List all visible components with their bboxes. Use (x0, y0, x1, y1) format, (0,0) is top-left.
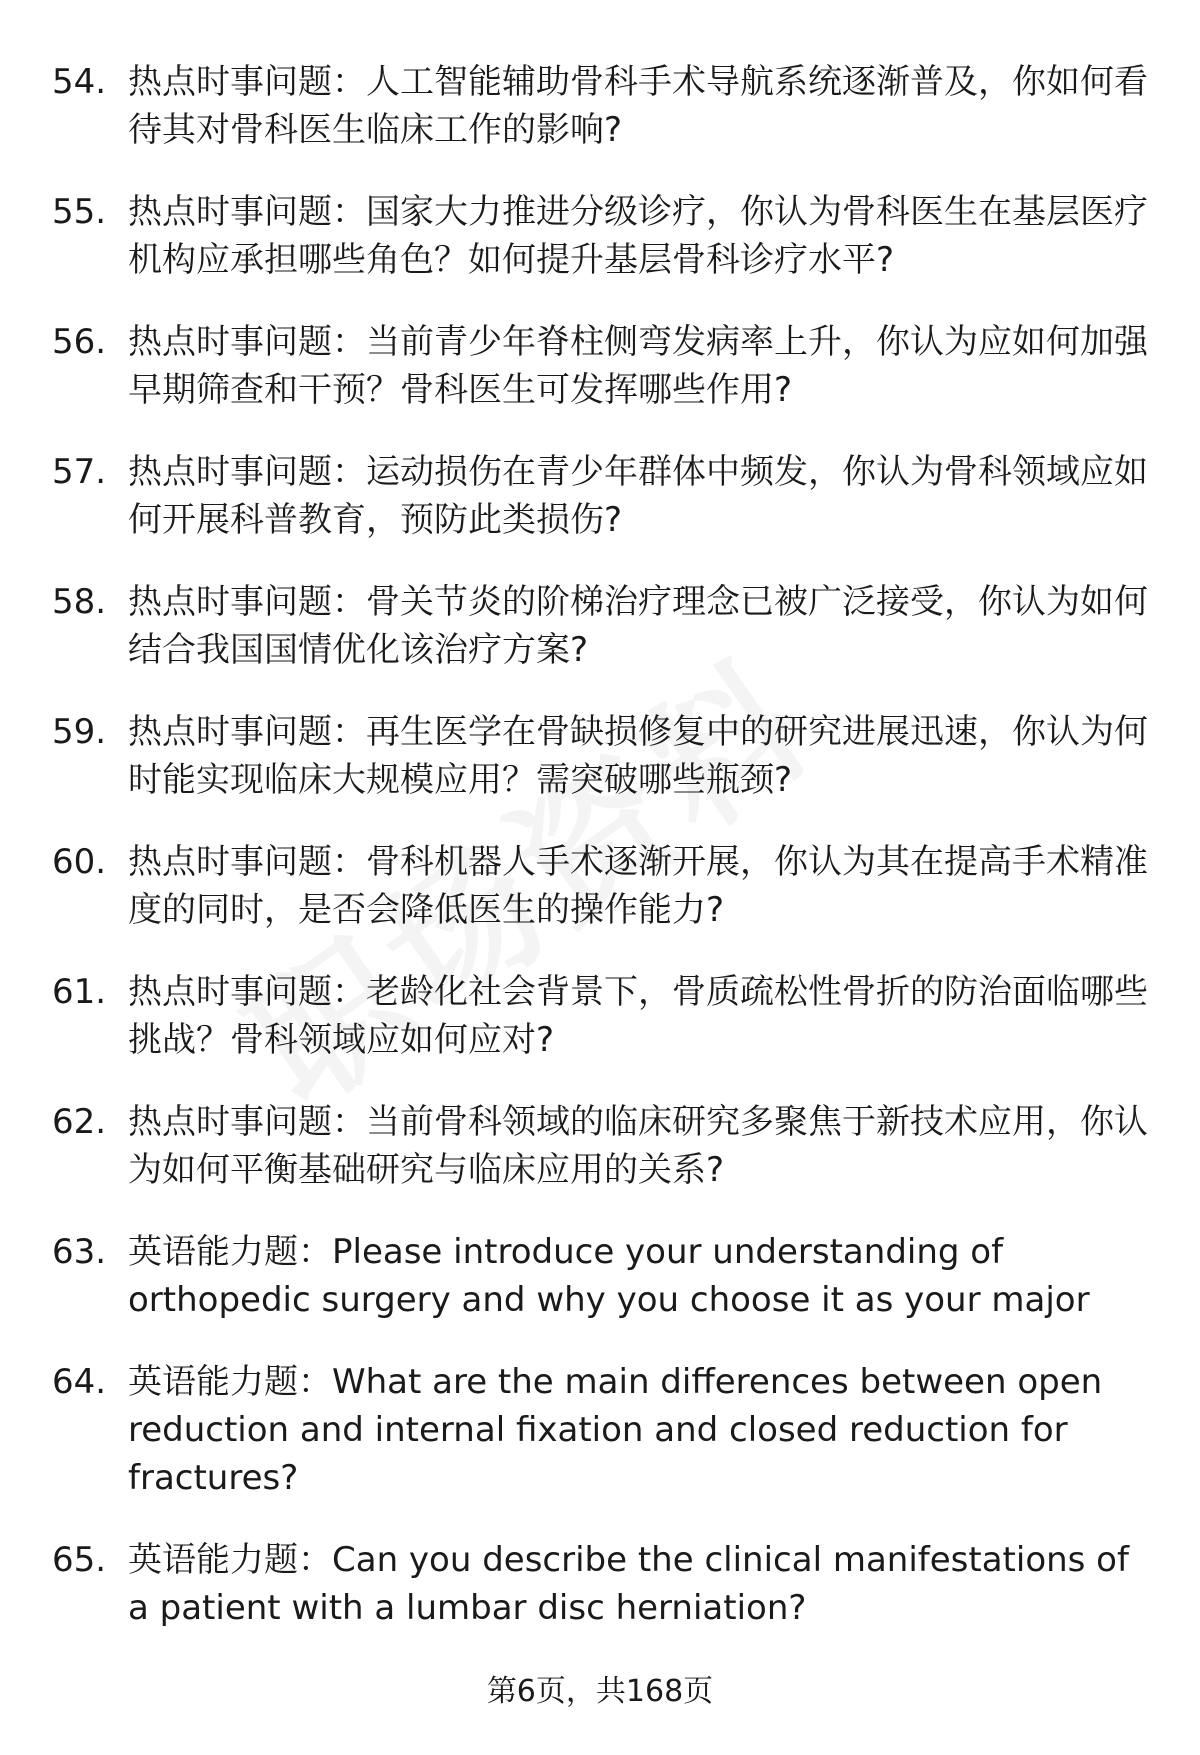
question-list (52, 58, 1152, 1666)
question-text: 热点时事问题：当前青少年脊柱侧弯发病率上升，你认为应如何加强早期筛查和干预？骨科医生可发挥哪些作用? (128, 322, 1148, 410)
question-text: 热点时事问题：骨关节炎的阶梯治疗理念已被广泛接受，你认为如何结合我国国情优化该治疗方案? (128, 582, 1148, 670)
question-item (52, 968, 1152, 1064)
question-item (52, 1358, 1152, 1502)
question-text: 热点时事问题：当前骨科领域的临床研究多聚焦于新技术应用，你认为如何平衡基础研究与临床应用的关系? (128, 1102, 1148, 1190)
question-text: 英语能力题：Can you describe the clinical manifestations of a patient with a lumbar disc herniation? (128, 1540, 1129, 1628)
question-number: 57. (52, 452, 107, 492)
question-text: 英语能力题：Please introduce your understanding of orthopedic surgery and why you choose it as your major (128, 1232, 1090, 1320)
question-text: 热点时事问题：再生医学在骨缺损修复中的研究进展迅速，你认为何时能实现临床大规模应用？需突破哪些瓶颈? (128, 712, 1148, 800)
question-text: 热点时事问题：运动损伤在青少年群体中频发，你认为骨科领域应如何开展科普教育，预防此类损伤? (128, 452, 1148, 540)
question-item (52, 708, 1152, 804)
question-text: 热点时事问题：骨科机器人手术逐渐开展，你认为其在提高手术精准度的同时，是否会降低医生的操作能力? (128, 842, 1148, 930)
question-number: 65. (52, 1540, 107, 1580)
question-item (52, 838, 1152, 934)
question-number: 59. (52, 712, 107, 752)
question-number: 64. (52, 1362, 107, 1402)
question-item (52, 448, 1152, 544)
question-text: 英语能力题：What are the main differences between open reduction and internal fixation and closed reduction for fractures? (128, 1362, 1103, 1498)
question-item (52, 58, 1152, 154)
question-item (52, 1536, 1152, 1632)
question-text: 热点时事问题：老龄化社会背景下，骨质疏松性骨折的防治面临哪些挑战？骨科领域应如何应对? (128, 972, 1148, 1060)
question-item (52, 188, 1152, 284)
question-item (52, 318, 1152, 414)
page-footer: 第6页，共168页 (486, 1674, 714, 1709)
question-number: 54. (52, 62, 107, 102)
question-number: 60. (52, 842, 107, 882)
question-text: 热点时事问题：国家大力推进分级诊疗，你认为骨科医生在基层医疗机构应承担哪些角色？如何提升基层骨科诊疗水平? (128, 192, 1148, 280)
question-number: 55. (52, 192, 107, 232)
question-item (52, 1228, 1152, 1324)
question-number: 63. (52, 1232, 107, 1272)
question-item (52, 1098, 1152, 1194)
question-number: 62. (52, 1102, 107, 1142)
question-item (52, 578, 1152, 674)
question-text: 热点时事问题：人工智能辅助骨科手术导航系统逐渐普及，你如何看待其对骨科医生临床工作的影响? (128, 62, 1148, 150)
question-number: 56. (52, 322, 107, 362)
question-number: 58. (52, 582, 107, 622)
question-number: 61. (52, 972, 107, 1012)
